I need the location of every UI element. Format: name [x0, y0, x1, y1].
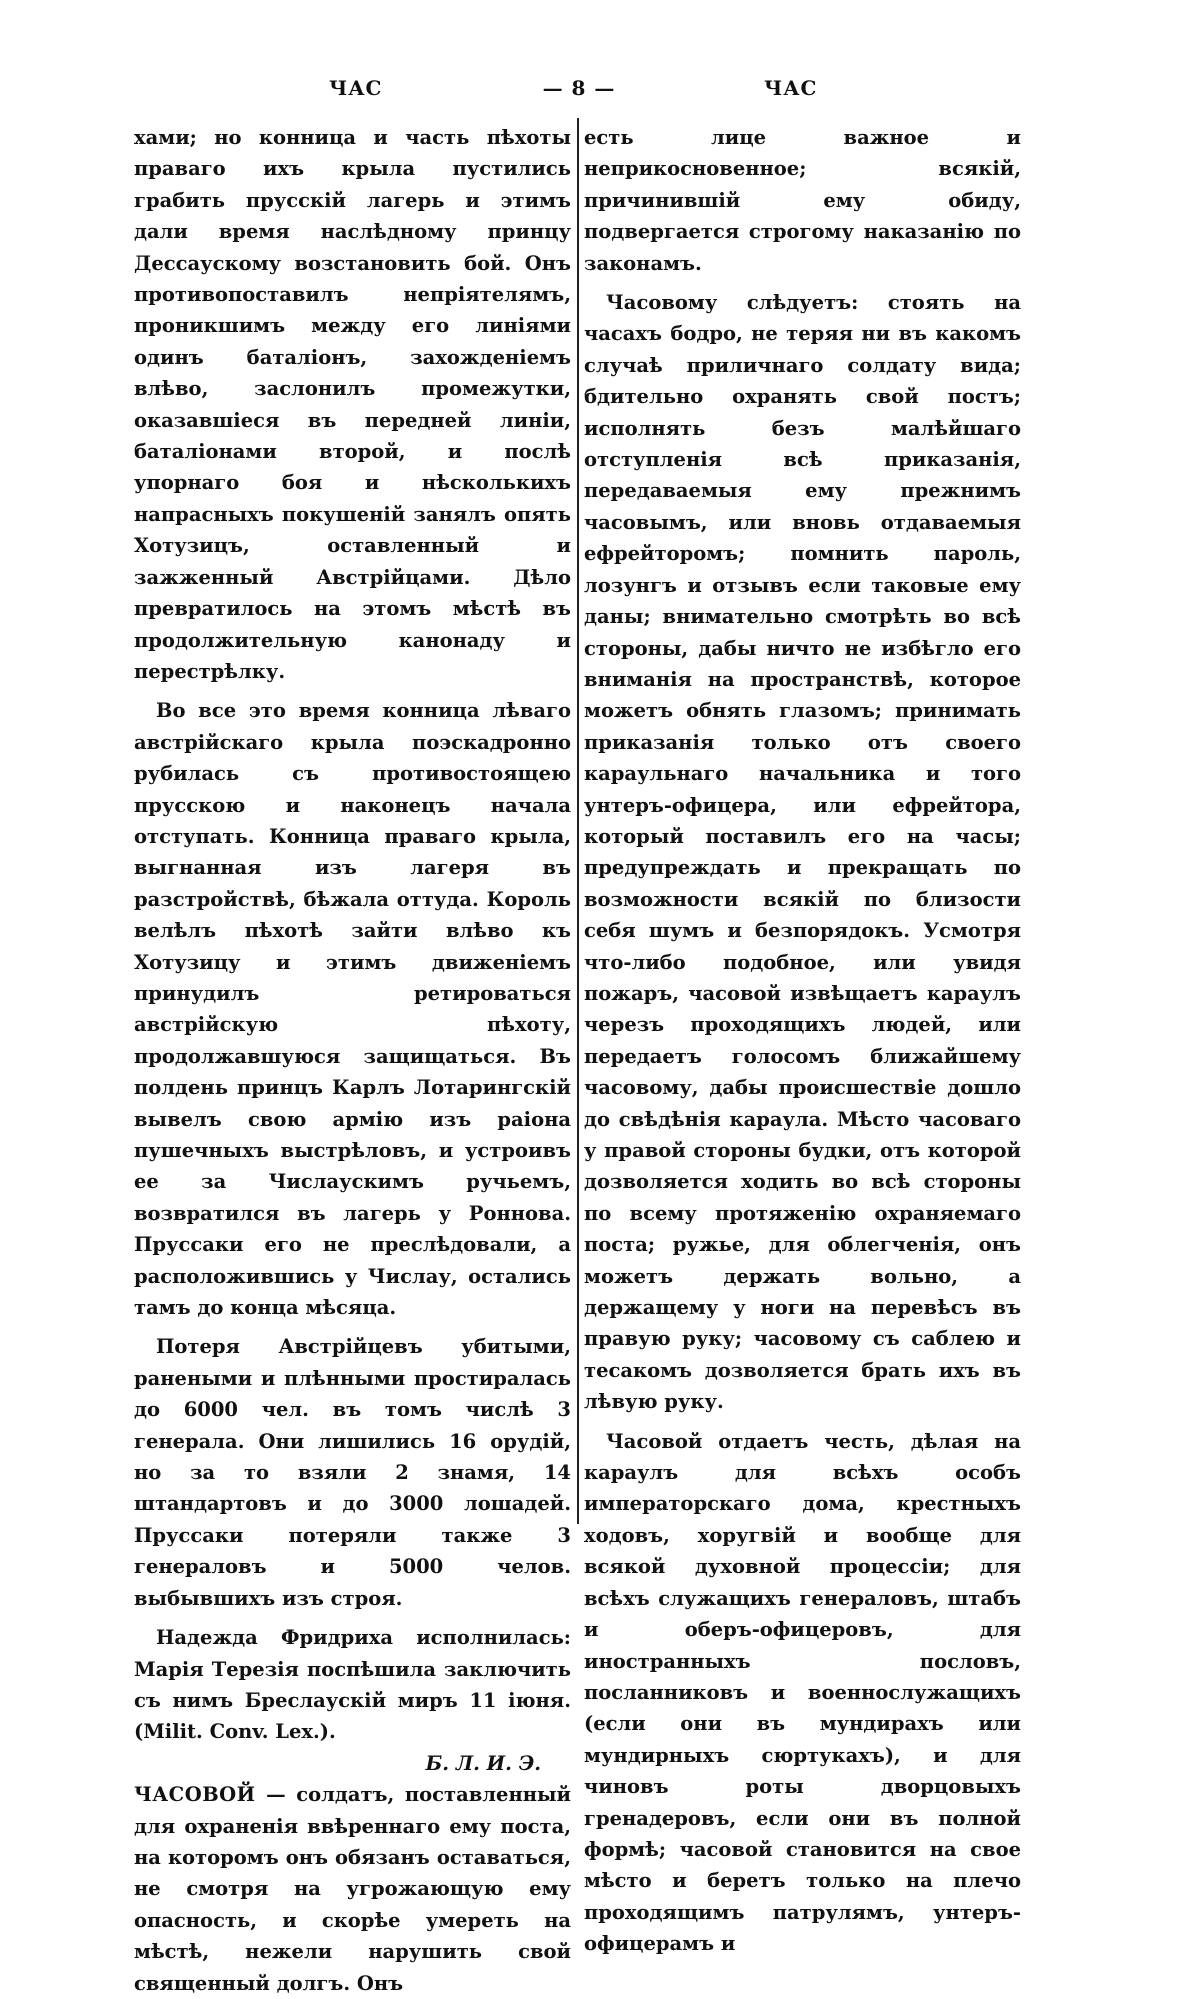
entry-definition: — солдатъ, поставленный для охраненія ввѣреннаго ему поста, на которомъ онъ обязанъ оставаться, не смотря на угрожающую ему опасность, и скорѣе умереть на мѣстѣ, нежели нарушить свой священный долгъ. Онъ: [134, 1783, 571, 1995]
header-right-word: ЧАС: [764, 76, 818, 100]
left-paragraph-4-block: [134, 1622, 571, 1779]
right-paragraph-1: есть лице важное и неприкосновенное; всякій, причинившій ему обиду, подвергается строгому наказанію по законамъ.: [584, 126, 1021, 275]
author-signature: Б. Л. И. Э.: [425, 1751, 541, 1775]
left-paragraph-2: Во все это время конница лѣваго австрійскаго крыла поэскадронно рубилась съ противостоящею прусскою и наконецъ начала отступать. Конница праваго крыла, выгнанная изъ лагеря въ разстройствѣ, бѣжала оттуда. Король велѣлъ пѣхотѣ зайти влѣво къ Хотузицу и этимъ движеніемъ принудилъ ретироваться австрійскую пѣхоту, продолжавшуюся защищаться. Въ полдень принцъ Карлъ Лотарингскій вывелъ свою армію изъ раіона пушечныхъ выстрѣловъ, и устроивъ ее за Числаускимъ ручьемъ, возвратился въ лагерь у Роннова. Пруссаки его не преслѣдовали, а расположившись у Числау, остались тамъ до конца мѣсяца.: [134, 699, 571, 1320]
left-paragraph-3: Потеря Австрійцевъ убитыми, ранеными и плѣнными простиралась до 6000 чел. въ томъ числѣ 3 генерала. Они лишились 16 орудій, но за то взяли 2 знамя, 14 штандартовъ и до 3000 лошадей. Пруссаки потеряли также 3 генераловъ и 5000 челов. выбывшихъ изъ строя.: [134, 1335, 571, 1610]
right-paragraph-2: Часовому слѣдуетъ: стоять на часахъ бодро, не теряя ни въ какомъ случаѣ приличнаго солдату вида; бдительно охранять свой постъ; исполнять безъ малѣйшаго отступленія всѣ приказанія, передаваемыя ему прежнимъ часовымъ, или вновь отдаваемыя ефрейторомъ; помнить пароль, лозунгъ и отзывъ если таковые ему даны; внимательно смотрѣть во всѣ стороны, дабы ничто не избѣгло его вниманія на пространствѣ, которое можетъ обнять глазомъ; принимать приказанія только отъ своего караульнаго начальника и того унтеръ-офицера, или ефрейтора, который поставилъ его на часы; предупреждать и прекращать по возможности всякій по близости себя шумъ и безпорядокъ. Усмотря что-либо подобное, или увидя пожаръ, часовой извѣщаетъ караулъ черезъ проходящихъ людей, или передаетъ голосомъ ближайшему часовому, дабы происшествіе дошло до свѣдѣнія караула. Мѣсто часоваго у правой стороны будки, отъ которой дозволяется ходить во всѣ стороны по всему протяженію охраняемаго поста; ружье, для облегченія, онъ можетъ держать вольно, а держащему у ноги на перевѣсъ въ правую руку; часовому съ саблею и тесакомъ дозволяется брать ихъ въ лѣвую руку.: [584, 291, 1021, 1414]
left-paragraph-1: хами; но конница и часть пѣхоты праваго ихъ крыла пустились грабить прусскій лагерь и этимъ дали время наслѣдному принцу Дессаускому возстановить бой. Онъ противопоставилъ непріятелямъ, проникшимъ между его линіями одинъ баталіонъ, захожденіемъ влѣво, заслонилъ промежутки, оказавшіеся въ передней линіи, баталіонами второй, и послѣ упорнаго боя и нѣсколькихъ напрасныхъ покушеній занялъ опять Хотузицъ, оставленный и зажженный Австрійцами. Дѣло превратилось на этомъ мѣстѣ въ продолжительную канонаду и перестрѣлку.: [134, 126, 571, 683]
right-column: [584, 122, 1021, 1960]
entry-term: ЧАСОВОЙ: [134, 1783, 256, 1807]
running-head: [134, 76, 1011, 106]
column-divider: [577, 118, 579, 1524]
left-paragraph-5: [134, 1779, 571, 1999]
page-number: — 8 —: [542, 76, 616, 100]
left-paragraph-4: Надежда Фридриха исполнилась: Марія Терезія поспѣшила заключить съ нимъ Бреслаускій миръ 11 іюня. (Milit. Conv. Lex.).: [134, 1626, 571, 1744]
header-left-word: ЧАС: [329, 76, 383, 100]
right-paragraph-3: Часовой отдаетъ честь, дѣлая на караулъ для всѣхъ особъ императорскаго дома, крестныхъ ходовъ, хоругвій и вообще для всякой духовной процессіи; для всѣхъ служащихъ генераловъ, штабъ и оберъ-офицеровъ, для иностранныхъ пословъ, посланниковъ и военнослужащихъ (если они въ мундирахъ или мундирныхъ сюртукахъ), и для чиновъ роты дворцовыхъ гренадеровъ, если они въ полной формѣ; часовой становится на свое мѣсто и беретъ только на плечо проходящимъ патрулямъ, унтеръ-офицерамъ и: [584, 1429, 1021, 1956]
left-column: [134, 122, 571, 1999]
signature-line: [134, 1748, 571, 1779]
